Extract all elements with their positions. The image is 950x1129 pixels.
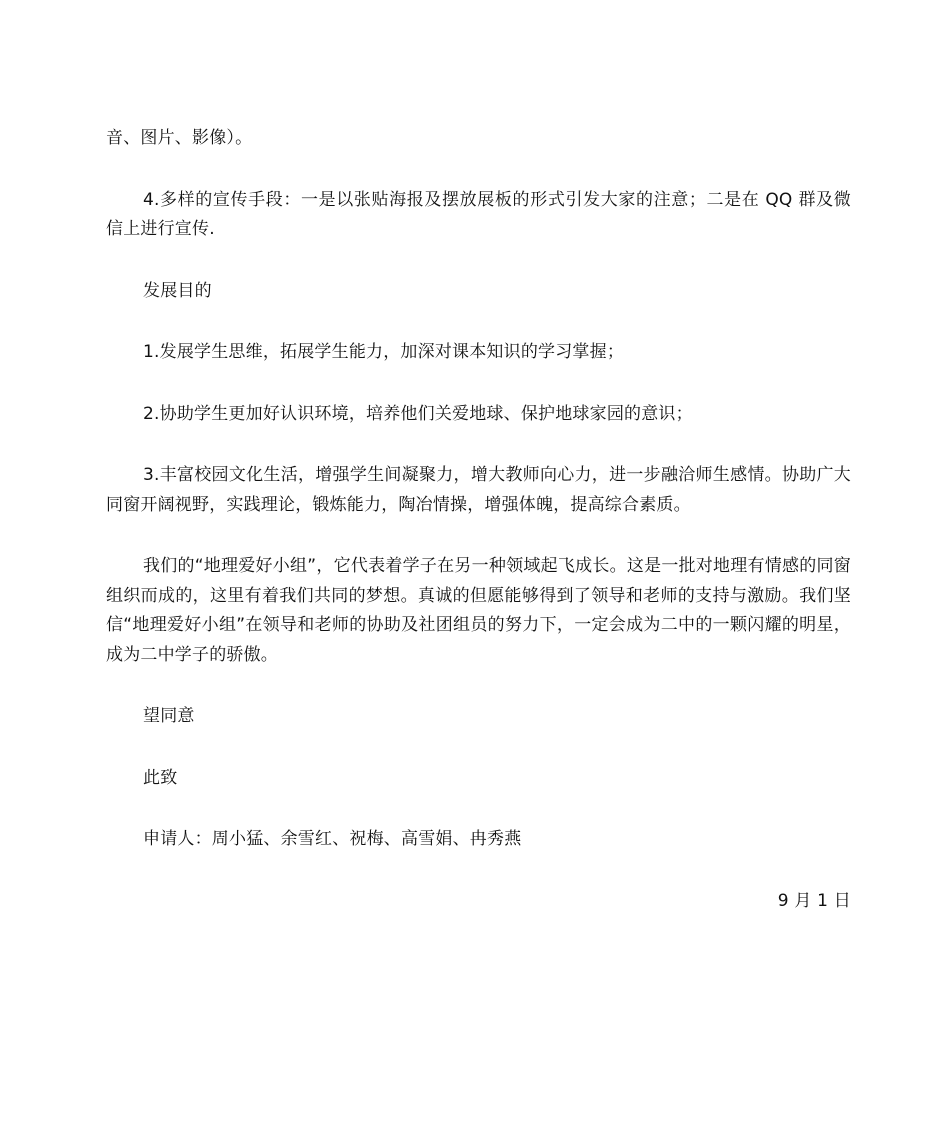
closing-request: 望同意 [143,706,195,726]
paragraph-goal-2: 2.协助学生更加好认识环境，培养他们关爱地球、保护地球家园的意识； [143,403,693,424]
section-heading-goals: 发展目的 [143,280,212,301]
paragraph-goal-3: 3.丰富校园文化生活，增强学生间凝聚力，增大教师向心力，进一步融洽师生感情。协助广大同窗开阔视野，实践理论，锻炼能力，陶冶情操，增强体魄，提高综合素质。 [106,465,851,515]
paragraph-club-statement: 我们的“地理爱好小组”，它代表着学子在另一种领域起飞成长。这是一批对地理有情感的同窗组织而成的，这里有着我们共同的梦想。真诚的但愿能够得到了领导和老师的支持与激励。我们坚信“地理爱好小组”在领导和老师的协助及社团组员的努力下，一定会成为二中的一颗闪耀的明星，成为二中学子的骄傲。 [106,556,851,665]
paragraph-media-continuation: 音、图片、影像）。 [106,128,253,148]
applicants-line: 申请人：周小猛、余雪红、祝梅、高雪娟、冉秀燕 [143,829,522,849]
paragraph-goal-1: 1.发展学生思维，拓展学生能力，加深对课本知识的学习掌握； [143,342,625,362]
closing-salutation: 此致 [143,767,178,788]
document-body [106,124,851,916]
document-date: 9 月 1 日 [777,890,851,911]
paragraph-publicity-methods: 4.多样的宣传手段：一是以张贴海报及摆放展板的形式引发大家的注意；二是在 QQ 群及微信上进行宣传. [106,189,851,239]
